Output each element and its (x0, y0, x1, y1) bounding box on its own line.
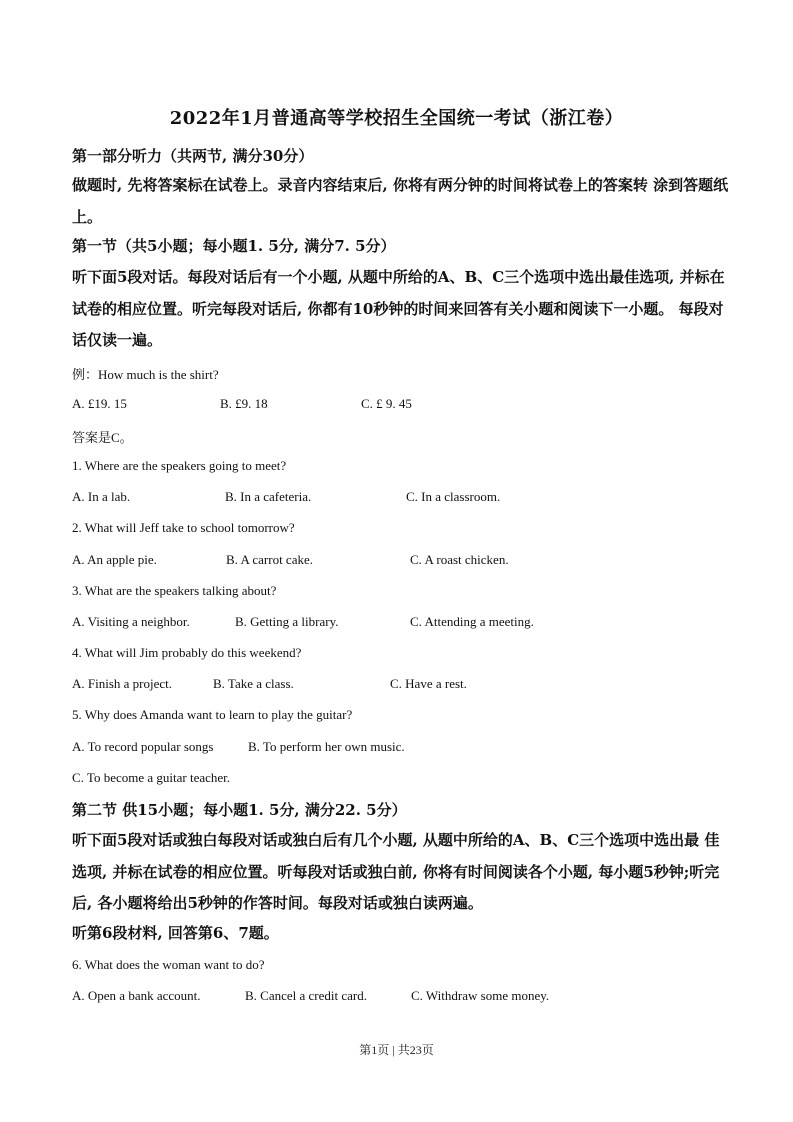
q1-option-a: A. In a lab. (72, 489, 131, 504)
question-3: 3. What are the speakers talking about? (72, 583, 277, 598)
q5-option-b: B. To perform her own music. (248, 739, 405, 754)
section2-instruction: 听下面5段对话或独白每段对话或独白后有几个小题, 从题中所给的A、B、C三个选项中选出最 佳选项, 并标在试卷的相应位置。听每段对话或独白前, 你将有时间阅读各个小题, 每小题5秒钟;听完后, 各小题将给出5秒钟的作答时间。每段对话或独白读两遍。 (72, 831, 720, 912)
q3-option-b: B. Getting a library. (235, 614, 339, 629)
question-5: 5. Why does Amanda want to learn to play the guitar? (72, 707, 353, 722)
q4-option-b: B. Take a class. (213, 676, 294, 691)
page-title: 2022年1月普通高等学校招生全国统一考试（浙江卷） (169, 108, 624, 129)
q2-option-c: C. A roast chicken. (410, 552, 509, 567)
q6-option-b: B. Cancel a credit card. (245, 988, 367, 1003)
section2-heading: 第二节 供15小题；每小题1. 5分, 满分22. 5分） (72, 801, 407, 819)
question-4: 4. What will Jim probably do this weekend? (72, 645, 302, 660)
q5-option-c: C. To become a guitar teacher. (72, 770, 231, 785)
q2-option-b: B. A carrot cake. (226, 552, 313, 567)
example-option-a: A. £19. 15 (72, 396, 127, 411)
question-1: 1. Where are the speakers going to meet? (72, 458, 287, 473)
section2-material: 听第6段材料, 回答第6、7题。 (72, 924, 279, 942)
q2-option-a: A. An apple pie. (72, 552, 157, 567)
q3-option-c: C. Attending a meeting. (410, 614, 534, 629)
section1-heading: 第一节（共5小题；每小题1. 5分, 满分7. 5分） (72, 237, 396, 255)
q1-option-c: C. In a classroom. (406, 489, 501, 504)
example-answer: 答案是C。 (72, 430, 133, 445)
q5-option-a: A. To record popular songs (72, 739, 214, 754)
part1-instruction: 做题时, 先将答案标在试卷上。录音内容结束后, 你将有两分钟的时间将试卷上的答案转 涂到答题纸上。 (72, 176, 729, 226)
question-2: 2. What will Jeff take to school tomorrow? (72, 520, 295, 535)
page-footer: 第1页 | 共23页 (359, 1043, 434, 1057)
section1-instruction: 听下面5段对话。每段对话后有一个小题, 从题中所给的A、B、C三个选项中选出最佳选项, 并标在试卷的相应位置。听完每段对话后, 你都有10秒钟的时间来回答有关小题和阅读下一小题。 每段对话仅读一遍。 (72, 268, 725, 349)
q4-option-a: A. Finish a project. (72, 676, 173, 691)
example-option-c: C. £ 9. 45 (361, 396, 412, 411)
q6-option-c: C. Withdraw some money. (411, 988, 550, 1003)
q3-option-a: A. Visiting a neighbor. (72, 614, 190, 629)
example-option-b: B. £9. 18 (220, 396, 268, 411)
q6-option-a: A. Open a bank account. (72, 988, 201, 1003)
example-question: 例：How much is the shirt? (72, 367, 219, 382)
question-6: 6. What does the woman want to do? (72, 957, 265, 972)
q4-option-c: C. Have a rest. (390, 676, 467, 691)
part1-heading: 第一部分听力（共两节, 满分30分） (72, 147, 314, 165)
q1-option-b: B. In a cafeteria. (225, 489, 312, 504)
